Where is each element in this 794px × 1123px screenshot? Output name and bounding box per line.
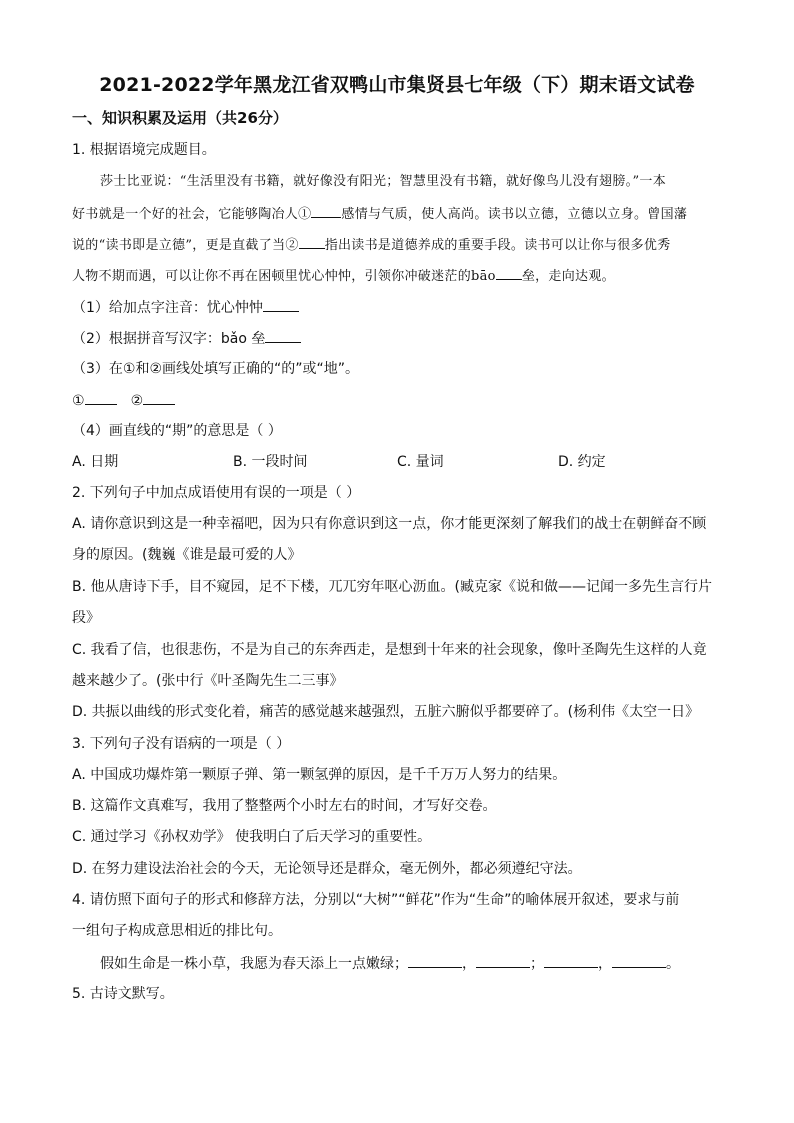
option-c: C. 量词 [397,454,444,470]
q2-option-d: D. 共振以曲线的形式变化着，痛苦的感觉越来越强烈，五脏六腑似乎都要碎了。(杨利伟《太空一日》 [72,704,700,720]
page-title: 2021-2022学年黑龙江省双鸭山市集贤县七年级（下）期末语文试卷 [99,74,695,96]
q1-sub2: （2）根据拼音写汉字：bǎo 垒 [72,328,301,349]
q2-option-b-line2: 段》 [72,610,100,626]
passage-line-1: 莎士比亚说：“生活里没有书籍，就好像没有阳光；智慧里没有书籍，就好像鸟儿没有翅膀。”一本 [100,174,666,189]
answer-blank-a[interactable] [85,390,117,405]
q1-sub3: （3）在①和②画线处填写正确的“的”或“地”。 [72,361,360,377]
q1-stem: 1. 根据语境完成题目。 [72,142,216,158]
answer-blank-sub1[interactable] [263,297,299,312]
q2-stem: 2. 下列句子中加点成语使用有误的一项是（ ） [72,485,361,501]
q1-sub1: （1）给加点字注音：忧心忡忡 [72,297,299,318]
q4-stem-line2: 一组句子构成意思相近的排比句。 [72,923,282,939]
q1-sub4: （4）画直线的“期”的意思是（ ） [72,423,282,439]
q2-option-a-line2: 身的原因。(魏巍《谁是最可爱的人》 [72,547,302,563]
blank-bao[interactable] [496,265,522,280]
section-heading: 一、知识积累及运用（共26分） [72,109,288,127]
option-a: A. 日期 [72,454,119,470]
q5-stem: 5. 古诗文默写。 [72,986,174,1002]
q4-blank-3[interactable] [544,953,598,968]
blank-2[interactable] [299,234,325,249]
blank-1[interactable] [311,203,341,218]
answer-blank-sub2[interactable] [265,328,301,343]
answer-blank-b[interactable] [143,390,175,405]
passage-line-3: 说的“读书即是立德”，更是直截了当② 指出读书是道德养成的重要手段。读书可以让你与很多优秀 [72,234,671,256]
q3-option-c: C. 通过学习《孙权劝学》 使我明白了后天学习的重要性。 [72,829,432,845]
q4-blank-1[interactable] [408,953,462,968]
q3-stem: 3. 下列句子没有语病的一项是（ ） [72,736,291,752]
q3-option-a: A. 中国成功爆炸第一颗原子弹、第一颗氢弹的原因，是千千万万人努力的结果。 [72,767,567,783]
q2-option-c-line2: 越来越少了。(张中行《叶圣陶先生二三事》 [72,673,344,689]
q2-option-a-line1: A. 请你意识到这是一种幸福吧，因为只有你意识到这一点，你才能更深刻了解我们的战士在朝鲜奋不顾 [72,516,707,532]
passage-line-4: 人物不期而遇，可以让你不再在困顿里忧心忡忡，引领你冲破迷茫的bāo 垒，走向达观。 [72,265,615,287]
q3-option-d: D. 在努力建设法治社会的今天，无论领导还是群众，毫无例外，都必须遵纪守法。 [72,861,582,877]
q4-blank-4[interactable] [612,953,666,968]
q4-answer-line: 假如生命是一株小草，我愿为春天添上一点嫩绿； ， ； ， 。 [100,953,680,974]
q4-blank-2[interactable] [476,953,530,968]
q3-option-b: B. 这篇作文真难写，我用了整整两个小时左右的时间，才写好交卷。 [72,798,497,814]
q1-sub3-answers: ① ② [72,390,175,411]
option-d: D. 约定 [558,454,606,470]
passage-line-2: 好书就是一个好的社会，它能够陶冶人① 感情与气质，使人高尚。读书以立德，立德以立身。曾国藩 [72,203,687,225]
q4-stem-line1: 4. 请仿照下面句子的形式和修辞方法，分别以“大树”“鲜花”作为“生命”的喻体展开叙述，要求与前 [72,892,680,908]
option-b: B. 一段时间 [233,454,308,470]
q2-option-c-line1: C. 我看了信，也很悲伤，不是为自己的东奔西走，是想到十年来的社会现象，像叶圣陶先生这样的人竟 [72,642,707,658]
q2-option-b-line1: B. 他从唐诗下手，目不窥园，足不下楼，兀兀穷年呕心沥血。(臧克家《说和做——记闻一多先生言行片 [72,579,712,595]
